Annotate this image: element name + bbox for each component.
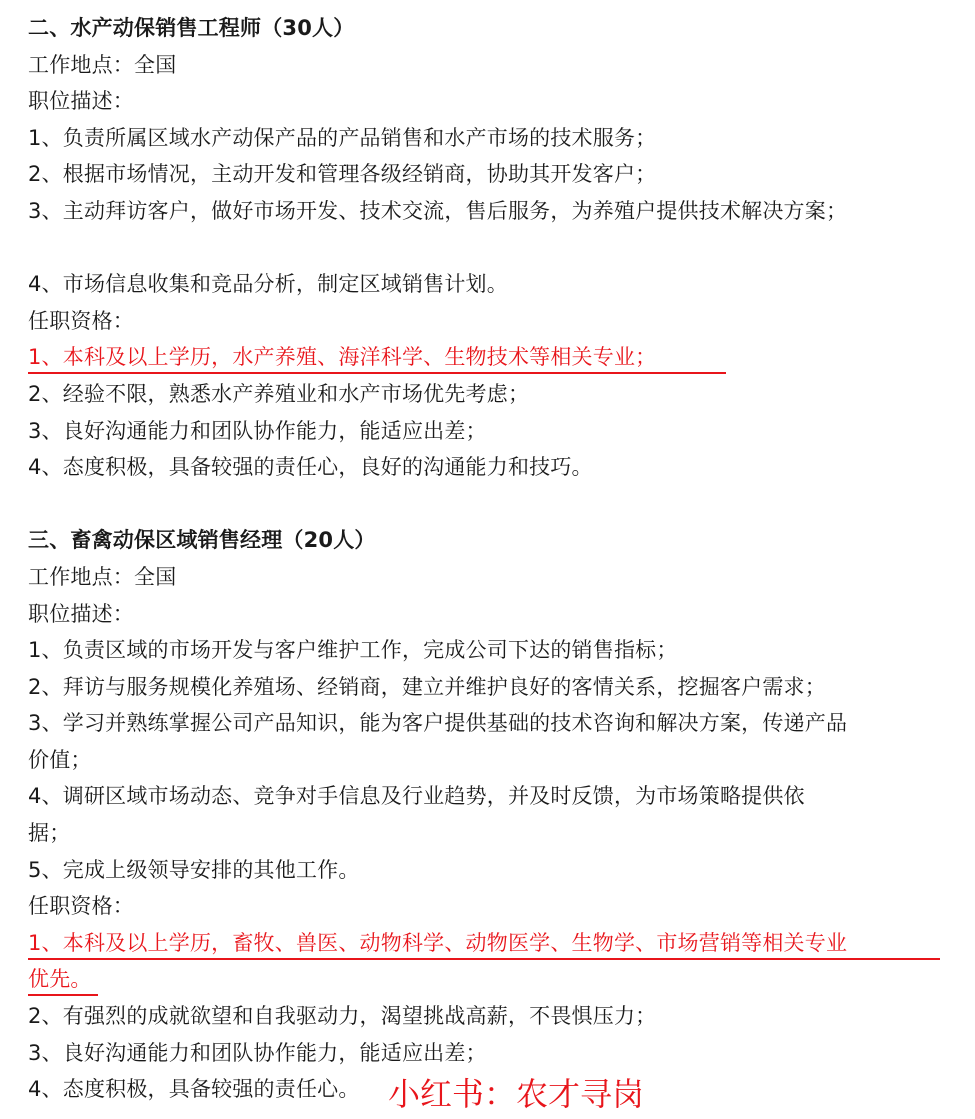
section3-desc-item: 价值； (28, 747, 92, 772)
section3-location: 工作地点：全国 (28, 564, 177, 589)
section3-desc-item: 4、调研区域市场动态、竞争对手信息及行业趋势，并及时反馈，为市场策略提供依 (28, 784, 805, 809)
section2-desc-item: 3、主动拜访客户，做好市场开发、技术交流，售后服务，为养殖户提供技术解决方案； (28, 198, 848, 223)
section2-req-highlight (28, 339, 948, 376)
section2-desc-item: 2、根据市场情况，主动开发和管理各级经销商，协助其开发客户； (28, 162, 657, 187)
section3-desc-item: 据； (28, 821, 71, 846)
section3-req-label: 任职资格： (28, 894, 134, 919)
section2-desc-label: 职位描述： (28, 89, 134, 114)
section2-req-item: 4、态度积极，具备较强的责任心，良好的沟通能力和技巧。 (28, 455, 593, 480)
section3-title: 三、畜禽动保区域销售经理（20人） (28, 528, 376, 553)
section3-req-highlight-text-cont: 优先。 (28, 967, 92, 992)
job-posting-document (28, 10, 948, 1108)
section2-location: 工作地点：全国 (28, 52, 177, 77)
section3-req-highlight-text: 1、本科及以上学历，畜牧、兽医、动物科学、动物医学、生物学、市场营销等相关专业 (28, 930, 848, 955)
section3-req-item: 2、有强烈的成就欲望和自我驱动力，渴望挑战高薪，不畏惧压力； (28, 1004, 657, 1029)
section2-req-highlight-text: 1、本科及以上学历，水产养殖、海洋科学、生物技术等相关专业； (28, 345, 657, 370)
section3-req-item: 3、良好沟通能力和团队协作能力，能适应出差； (28, 1040, 487, 1065)
section3-desc-label: 职位描述： (28, 601, 134, 626)
red-underline (28, 994, 98, 996)
section3-desc-item: 5、完成上级领导安排的其他工作。 (28, 857, 360, 882)
red-underline (28, 958, 940, 960)
section2-desc-item: 4、市场信息收集和竞品分析，制定区域销售计划。 (28, 272, 508, 297)
blank-line (28, 230, 948, 267)
blank-line (28, 486, 948, 523)
section3-req-highlight (28, 925, 948, 962)
red-underline (28, 372, 726, 374)
section3-req-item: 4、态度积极，具备较强的责任心。 (28, 1077, 360, 1102)
section2-req-item: 3、良好沟通能力和团队协作能力，能适应出差； (28, 418, 487, 443)
section3-desc-item: 3、学习并熟练掌握公司产品知识，能为客户提供基础的技术咨询和解决方案，传递产品 (28, 711, 848, 736)
section3-desc-item: 2、拜访与服务规模化养殖场、经销商，建立并维护良好的客情关系，挖掘客户需求； (28, 674, 826, 699)
section3-desc-item: 1、负责区域的市场开发与客户维护工作，完成公司下达的销售指标； (28, 638, 678, 663)
watermark-text: 小红书：农才寻岗 (388, 1075, 645, 1113)
section2-req-label: 任职资格： (28, 308, 134, 333)
section2-title: 二、水产动保销售工程师（30人） (28, 16, 355, 40)
section2-desc-item: 1、负责所属区域水产动保产品的产品销售和水产市场的技术服务； (28, 125, 657, 150)
section3-req-highlight-cont (28, 961, 948, 998)
section2-req-item: 2、经验不限，熟悉水产养殖业和水产市场优先考虑； (28, 381, 530, 406)
